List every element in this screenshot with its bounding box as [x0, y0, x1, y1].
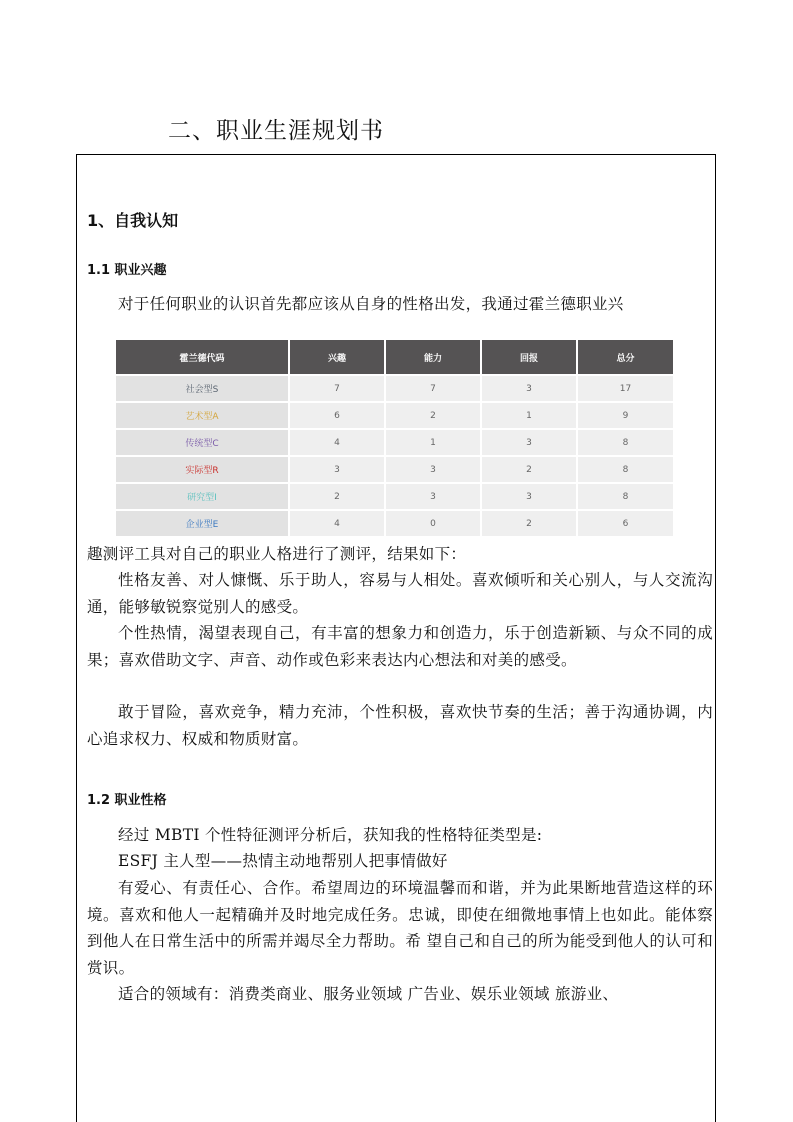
total-score-cell: 17 — [577, 375, 673, 402]
holland-code-cell: 社会型S — [116, 375, 289, 402]
ability-score-cell: 2 — [385, 402, 481, 429]
table-header-ability: 能力 — [385, 340, 481, 375]
table-header-row — [116, 340, 673, 375]
holland-code-cell: 实际型R — [116, 456, 289, 483]
interest-intro-continuation: 趣测评工具对自己的职业人格进行了测评，结果如下： — [87, 545, 467, 563]
interest-score-cell: 3 — [289, 456, 385, 483]
holland-code-cell: 研究型I — [116, 483, 289, 510]
interest-paragraph-2: 个性热情，渴望表现自己，有丰富的想象力和创造力，乐于创造新颖、与众不同的成果；喜欢借助文字、声音、动作或色彩来表达内心想法和对美的感受。 — [87, 624, 713, 669]
total-score-cell: 8 — [577, 483, 673, 510]
section-heading-self-awareness: 1、自我认知 — [87, 211, 179, 230]
interest-paragraph-3: 敢于冒险，喜欢竞争，精力充沛，个性积极，喜欢快节奏的生活；善于沟通协调，内心追求权力、权威和物质财富。 — [87, 703, 713, 748]
ability-score-cell: 0 — [385, 510, 481, 536]
interest-score-cell: 7 — [289, 375, 385, 402]
personality-type-line: ESFJ 主人型——热情主动地帮别人把事情做好 — [118, 852, 448, 870]
holland-code-cell: 企业型E — [116, 510, 289, 536]
table-row — [116, 510, 673, 536]
table-row — [116, 483, 673, 510]
holland-code-table — [116, 340, 673, 536]
holland-code-cell: 传统型C — [116, 429, 289, 456]
reward-score-cell: 3 — [481, 483, 577, 510]
interest-score-cell: 2 — [289, 483, 385, 510]
reward-score-cell: 2 — [481, 510, 577, 536]
table-header-code: 霍兰德代码 — [116, 340, 289, 375]
document-title: 二、职业生涯规划书 — [168, 118, 384, 144]
total-score-cell: 6 — [577, 510, 673, 536]
interest-score-cell: 6 — [289, 402, 385, 429]
interest-score-cell: 4 — [289, 510, 385, 536]
ability-score-cell: 1 — [385, 429, 481, 456]
total-score-cell: 8 — [577, 456, 673, 483]
table-row — [116, 456, 673, 483]
ability-score-cell: 3 — [385, 456, 481, 483]
total-score-cell: 9 — [577, 402, 673, 429]
table-row — [116, 402, 673, 429]
table-row — [116, 375, 673, 402]
table-header-interest: 兴趣 — [289, 340, 385, 375]
subsection-heading-personality: 1.2 职业性格 — [87, 793, 167, 808]
total-score-cell: 8 — [577, 429, 673, 456]
subsection-heading-interest: 1.1 职业兴趣 — [87, 263, 167, 278]
personality-fields-line: 适合的领域有：消费类商业、服务业领域 广告业、娱乐业领域 旅游业、 — [118, 985, 619, 1003]
reward-score-cell: 3 — [481, 429, 577, 456]
personality-description: 有爱心、有责任心、合作。希望周边的环境温馨而和谐，并为此果断地营造这样的环境。喜欢和他人一起精确并及时地完成任务。忠诚，即使在细微地事情上也如此。能体察到他人在日常生活中的所需并竭尽全力帮助。希 望自己和自己的所为能受到他人的认可和赏识。 — [87, 879, 713, 977]
reward-score-cell: 3 — [481, 375, 577, 402]
reward-score-cell: 2 — [481, 456, 577, 483]
interest-score-cell: 4 — [289, 429, 385, 456]
interest-intro-line: 对于任何职业的认识首先都应该从自身的性格出发，我通过霍兰德职业兴 — [118, 295, 624, 313]
holland-code-cell: 艺术型A — [116, 402, 289, 429]
ability-score-cell: 3 — [385, 483, 481, 510]
personality-mbti-line: 经过 MBTI 个性特征测评分析后，获知我的性格特征类型是: — [118, 826, 543, 844]
reward-score-cell: 1 — [481, 402, 577, 429]
ability-score-cell: 7 — [385, 375, 481, 402]
table-header-reward: 回报 — [481, 340, 577, 375]
interest-paragraph-1: 性格友善、对人慷慨、乐于助人，容易与人相处。喜欢倾听和关心别人，与人交流沟通，能够敏锐察觉别人的感受。 — [87, 571, 713, 616]
table-header-total: 总分 — [577, 340, 673, 375]
table-row — [116, 429, 673, 456]
